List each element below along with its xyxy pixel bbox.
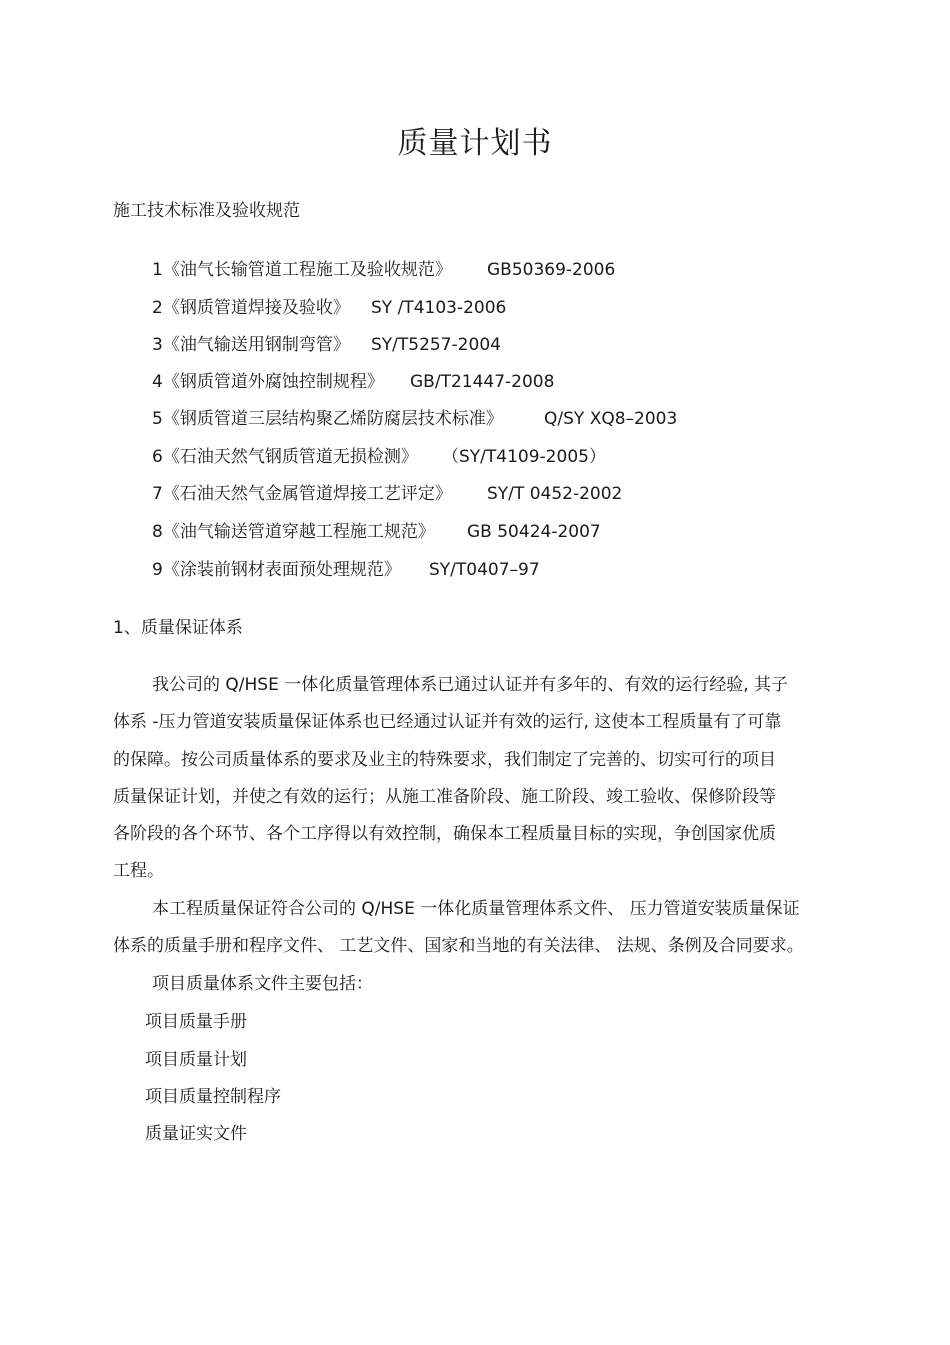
standard-number: 9	[152, 560, 163, 580]
standard-code: SY/T5257-2004	[371, 335, 501, 355]
standard-code: SY/T 0452-2002	[487, 484, 623, 504]
standard-code: SY/T0407–97	[429, 560, 540, 580]
standard-number: 5	[152, 409, 163, 429]
standard-name: 《油气输送用钢制弯管》	[162, 335, 350, 355]
standard-item	[152, 446, 606, 468]
paragraph-line: 本工程质量保证符合公司的 Q/HSE 一体化质量管理体系文件、 压力管道安装质量保证	[152, 899, 800, 919]
docs-list-item: 质量证实文件	[145, 1124, 247, 1144]
standard-number: 7	[152, 484, 163, 504]
paragraph-line: 我公司的 Q/HSE 一体化质量管理体系已通过认证并有多年的、有效的运行经验, 其子	[152, 675, 789, 695]
standard-item	[152, 521, 601, 543]
standard-number: 1	[152, 260, 163, 280]
section-heading-standards: 施工技术标准及验收规范	[113, 201, 300, 221]
standard-code: （SY/T4109-2005）	[442, 447, 606, 467]
standard-code: SY /T4103-2006	[371, 298, 507, 318]
standard-code: GB/T21447-2008	[410, 372, 555, 392]
standard-number: 4	[152, 372, 163, 392]
standard-number: 2	[152, 298, 163, 318]
standard-number: 6	[152, 447, 163, 467]
standard-item	[152, 334, 501, 356]
standard-name: 《油气长输管道工程施工及验收规范》	[162, 260, 452, 280]
paragraph-line: 体系 -压力管道安装质量保证体系也已经通过认证并有效的运行, 这使本工程质量有了可靠	[113, 712, 782, 732]
standard-item	[152, 371, 555, 393]
paragraph-line: 质量保证计划，并使之有效的运行；从施工准备阶段、施工阶段、竣工验收、保修阶段等	[113, 787, 776, 807]
standard-name: 《油气输送管道穿越工程施工规范》	[162, 522, 435, 542]
docs-list-item: 项目质量控制程序	[145, 1087, 281, 1107]
docs-list-item: 项目质量手册	[145, 1012, 247, 1032]
standard-item	[152, 408, 678, 430]
standard-number: 3	[152, 335, 163, 355]
docs-intro: 项目质量体系文件主要包括：	[152, 974, 373, 994]
standard-item	[152, 297, 507, 319]
standard-code: Q/SY XQ8–2003	[544, 409, 678, 429]
section-heading-quality-system: 1、质量保证体系	[113, 618, 243, 638]
standard-name: 《石油天然气钢质管道无损检测》	[162, 447, 418, 467]
standard-number: 8	[152, 522, 163, 542]
paragraph-line: 各阶段的各个环节、各个工序得以有效控制，确保本工程质量目标的实现，争创国家优质	[113, 824, 776, 844]
standard-item	[152, 259, 616, 281]
standard-code: GB50369-2006	[487, 260, 616, 280]
standard-name: 《钢质管道三层结构聚乙烯防腐层技术标准》	[162, 409, 503, 429]
standard-item	[152, 483, 623, 505]
page-title: 质量计划书	[397, 126, 553, 161]
paragraph-line: 体系的质量手册和程序文件、 工艺文件、国家和当地的有关法律、 法规、条例及合同要求。	[113, 936, 804, 956]
paragraph-line: 工程。	[113, 861, 164, 881]
docs-list-item: 项目质量计划	[145, 1050, 247, 1070]
standard-name: 《钢质管道焊接及验收》	[162, 298, 350, 318]
standard-name: 《涂装前钢材表面预处理规范》	[162, 560, 401, 580]
standard-name: 《钢质管道外腐蚀控制规程》	[162, 372, 384, 392]
standard-code: GB 50424-2007	[467, 522, 601, 542]
standard-name: 《石油天然气金属管道焊接工艺评定》	[162, 484, 452, 504]
standard-item	[152, 559, 540, 581]
paragraph-line: 的保障。按公司质量体系的要求及业主的特殊要求，我们制定了完善的、切实可行的项目	[113, 750, 776, 770]
